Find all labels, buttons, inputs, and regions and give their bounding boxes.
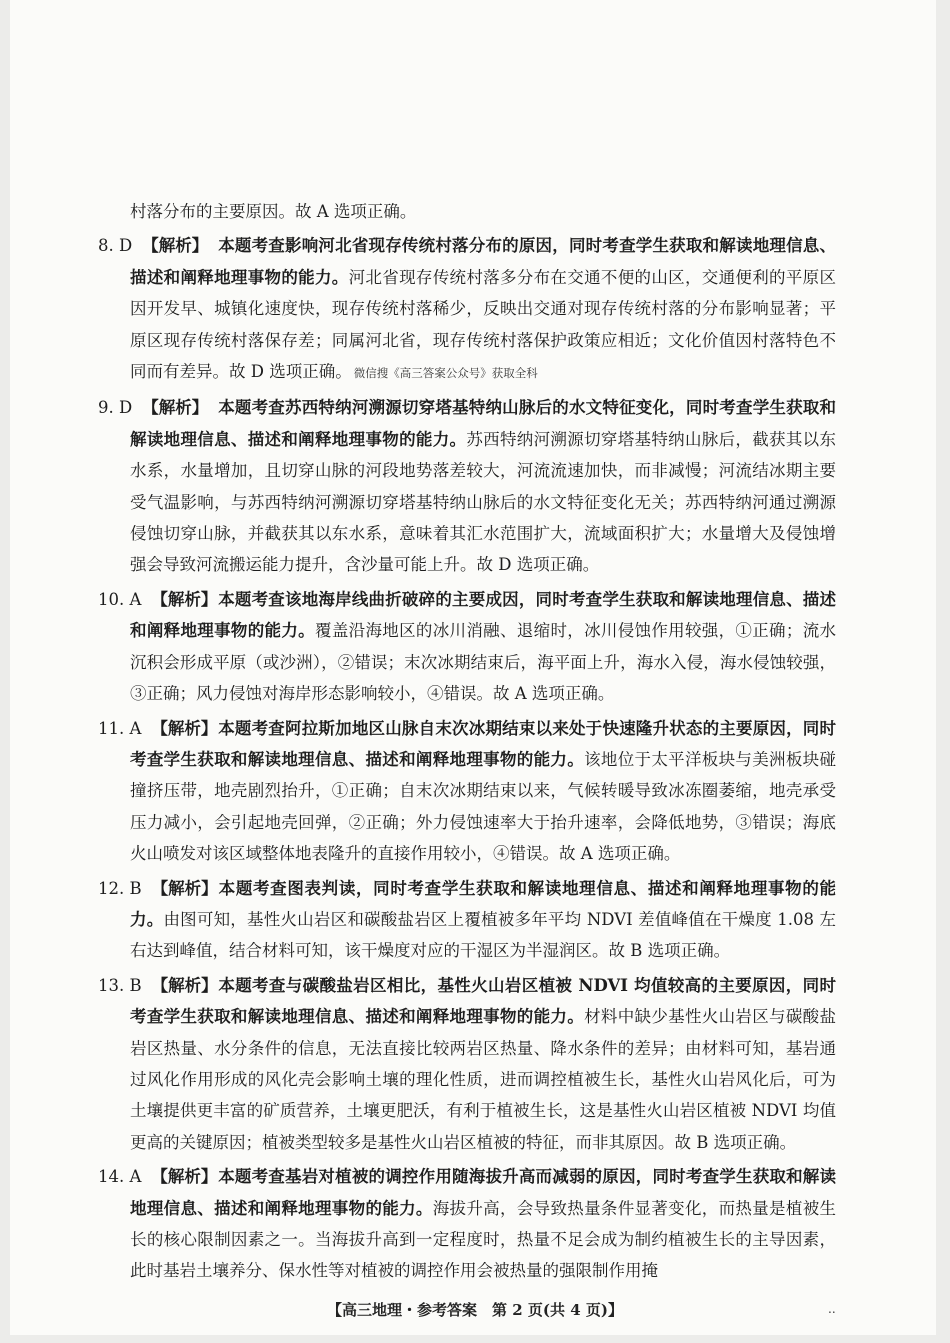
answer-item-13 (98, 970, 837, 1158)
item-number: 11. A 【解析】 (98, 718, 218, 738)
item-lead: 本题考查阿拉斯加地区山脉自末次冰期结束以来处于快速隆升状态的主要原因，同时考查学生获取和解读地理信息、描述和阐释地理事物的能力。 (130, 718, 836, 769)
item-lead: 本题考查该地海岸线曲折破碎的主要成因，同时考查学生获取和解读地理信息、描述和阐释地理事物的能力。 (130, 589, 836, 641)
item-body: 河北省现存传统村落多分布在交通不便的山区，交通便利的平原区因开发早、城镇化速度快，现存传统村落稀少，反映出交通对现存传统村落的分布影响显著；平原区现存传统村落保存差；同属河北省，现存传统村落保护政策应相近；文化价值因村落特色不同而有差异。故 D 选项正确。 (130, 267, 837, 382)
item-text (130, 873, 836, 967)
item-body: 由图可知，基性火山岩区和碳酸盐岩区上覆植被多年平均 NDVI 差值峰值在干燥度 1.08 左右达到峰值，结合材料可知，该干燥度对应的干湿区为半湿润区。故 B 选项正确。 (130, 909, 836, 961)
answer-content (98, 196, 837, 1287)
answer-item-8 (98, 230, 837, 389)
item-text (130, 713, 836, 870)
answer-item-10 (98, 584, 837, 710)
item-body: 该地位于太平洋板块与美洲板块碰撞挤压带，地壳剧烈抬升，①正确；自末次冰期结束以来，气候转暖导致冰冻圈萎缩，地壳承受压力减小，会引起地壳回弹，②正确；外力侵蚀速率大于抬升速率，会降低地势，③错误；海底火山喷发对该区域整体地表隆升的直接作用较小，④错误。故 A 选项正确。 (130, 749, 837, 864)
corner-mark: .. (828, 1302, 836, 1316)
item-number: 13. B 【解析】 (98, 975, 218, 995)
item-lead: 本题考查基岩对植被的调控作用随海拔升高而减弱的原因，同时考查学生获取和解读地理信息、描述和阐释地理事物的能力。 (130, 1167, 836, 1218)
item-text (130, 1161, 836, 1287)
item-text (130, 392, 836, 580)
item-lead: 本题考查与碳酸盐岩区相比，基性火山岩区植被 NDVI 均值较高的主要原因，同时考查学生获取和解读地理信息、描述和阐释地理事物的能力。 (130, 975, 836, 1027)
item-body: 覆盖沿海地区的冰川消融、退缩时，冰川侵蚀作用较强，①正确；流水沉积会形成平原（或沙洲），②错误；末次冰期结束后，海平面上升，海水入侵，海水侵蚀较强，③正确；风力侵蚀对海岸形态影响较小，④错误。故 A 选项正确。 (130, 621, 837, 704)
page-footer: 【高三地理・参考答案 第 2 页(共 4 页)】 (327, 1301, 623, 1319)
item-lead: 本题考查苏西特纳河溯源切穿塔基特纳山脉后的水文特征变化，同时考查学生获取和解读地理信息、描述和阐释地理事物的能力。 (130, 398, 836, 449)
item-number: 9. D 【解析】 (98, 398, 209, 418)
answer-item-9 (98, 392, 837, 580)
item-number: 8. D 【解析】 (98, 236, 209, 256)
item-body: 苏西特纳河溯源切穿塔基特纳山脉后，截获其以东水系，水量增加，且切穿山脉的河段地势落差较大，河流流速加快，而非减慢；河流结冰期主要受气温影响，与苏西特纳河溯源切穿塔基特纳山脉后的水文特征变化无关；苏西特纳河通过溯源侵蚀切穿山脉，并截获其以东水系，意味着其汇水范围扩大，流域面积扩大；水量增大及侵蚀增强会导致河流搬运能力提升，含沙量可能上升。故 D 选项正确。 (130, 429, 837, 575)
item-text (130, 584, 836, 710)
intro-line: 村落分布的主要原因。故 A 选项正确。 (130, 202, 417, 221)
item-lead: 本题考查影响河北省现存传统村落分布的原因，同时考查学生获取和解读地理信息、描述和阐释地理事物的能力。 (130, 236, 836, 287)
answer-item-12 (98, 873, 836, 967)
item-text (130, 230, 836, 389)
item-body: 材料中缺少基性火山岩区与碳酸盐岩区热量、水分条件的信息，无法直接比较两岩区热量、降水条件的差异；由材料可知，基岩通过风化作用形成的风化壳会影响土壤的理化性质，进而调控植被生长，基性火山岩风化后，可为土壤提供更丰富的矿质营养，土壤更肥沃，有利于植被生长，这是基性火山岩区植被 NDVI 均值更高的关键原因；植被类型较多是基性火山岩区植被的特征，而非其原因。故 B 选项正确。 (130, 1007, 837, 1152)
answer-item-11 (98, 713, 837, 870)
item-text (130, 970, 836, 1158)
answer-item-14 (98, 1161, 837, 1287)
item-lead: 本题考查图表判读，同时考查学生获取和解读地理信息、描述和阐释地理事物的能力。 (130, 878, 836, 929)
item-body: 海拔升高，会导致热量条件显著变化，而热量是植被生长的核心限制因素之一。当海拔升高到一定程度时，热量不足会成为制约植被生长的主导因素，此时基岩土壤养分、保水性等对植被的调控作用会被热量的强限制作用掩 (130, 1198, 837, 1281)
item-number: 14. A 【解析】 (98, 1167, 218, 1187)
wechat-note: 微信搜《高三答案公众号》获取全科 (353, 366, 538, 381)
item-number: 12. B 【解析】 (98, 878, 218, 898)
item-number: 10. A 【解析】 (98, 589, 218, 609)
